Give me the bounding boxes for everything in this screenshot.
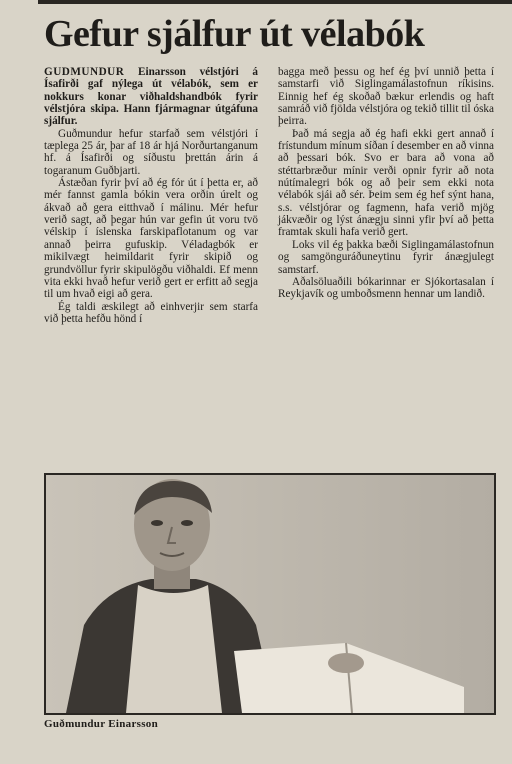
photo-caption: Guðmundur Einarsson xyxy=(44,718,159,730)
portrait-illustration xyxy=(46,475,494,713)
body-paragraph: Aðalsöluaðili bókarinnar er Sjókortasalan í Reykjavík og umboðsmenn hennar um landið. xyxy=(278,275,494,301)
article-headline: Gefur sjálfur út vélabók xyxy=(44,13,425,55)
body-paragraph: Guðmundur hefur starfað sem vélstjóri í tæplega 25 ár, þar af 18 ár hjá Norðurtanganum hf. á Ísafirði og síðustu þrettán árin á togaranum Guðbjarti. xyxy=(44,127,258,177)
lead-text: Einarsson vélstjóri á Ísafirði gaf nýlega út vélabók, sem er nokkurs konar viðhaldshandbók fyrir vélstjóra skipa. Hann fjármagnar útgáfuna sjálfur. xyxy=(44,66,258,128)
body-paragraph: bagga með þessu og hef ég því unnið þetta í samstarfi við Siglingamálastofnun ríkisins. Einnig hef ég skoðað bækur erlendis og haft samráð við fjölda vélstjóra og tekið tillit til óska þeirra. xyxy=(278,66,494,128)
article-column-right xyxy=(278,66,494,301)
lead-paragraph xyxy=(44,66,258,128)
top-rule xyxy=(38,0,512,4)
article-column-left xyxy=(44,66,258,325)
body-paragraph: Það má segja að ég hafi ekki gert annað í frístundum mínum síðan í desember en að vinna að þessari bók. Svo er bara að vona að stéttarbræður mínir verði opnir fyrir að nota nútímalegri bók og að þeir sem ekki nota vélabók sjái að sér. Þeim sem ég hef sýnt hana, s.s. vélstjórar og fagmenn, hafa verið mjög jákvæðir og lýst ánægju sinni yfir því að þetta framtak skuli hafa verið gert. xyxy=(278,127,494,239)
lead-name: GUDMUNDUR xyxy=(44,66,125,78)
body-paragraph: Ástæðan fyrir því að ég fór út í þetta er, að mér fannst gamla bókin vera orðin úrelt og ákvað að gera eitthvað í málinu. Mér hefur verið sagt, að þegar hún var gefin út voru tvö vélskip í íslenska farskipaflotanum og var annað þeirra gufuskip. Véladagbók er mikilvægt heimildarit fyrir skipið og grundvöllur fyrir skipulögðu viðhaldi. Ef menn vita ekki hvað hefur verið gert er erfitt að segja til um hvað eigi að gera. xyxy=(44,177,258,301)
portrait-photo xyxy=(44,473,496,715)
body-paragraph: Ég taldi æskilegt að einhverjir sem starfa við þetta hefðu hönd í xyxy=(44,300,258,325)
body-paragraph: Loks vil ég þakka bæði Siglingamálastofnun og samgönguráðuneytinu fyrir ánægjulegt samstarf. xyxy=(278,238,494,276)
